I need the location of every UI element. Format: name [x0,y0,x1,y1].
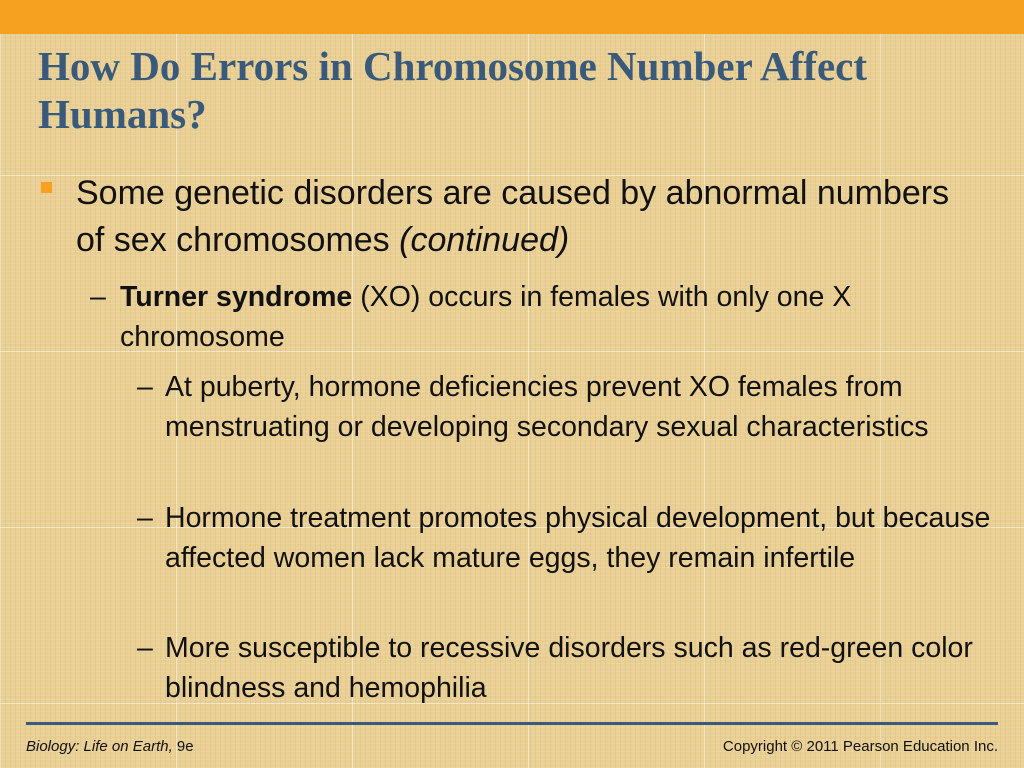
bullet-level1-text: Some genetic disorders are caused by abnormal numbers of sex chromosomes [76,174,950,259]
bullet-level3-text: More susceptible to recessive disorders such as red-green color blindness and hemophilia [165,632,973,704]
turner-syndrome-term: Turner syndrome [120,281,353,313]
dash-marker: – [137,371,153,403]
slide-title: How Do Errors in Chromosome Number Affect Humans? [38,43,868,137]
bullet-level3 [137,628,995,708]
top-accent-bar [0,0,1024,34]
bullet-level3 [137,367,995,447]
footer-copyright: Copyright © 2011 Pearson Education Inc. [722,738,998,755]
dash-marker: – [90,281,106,313]
dash-marker: – [137,632,153,664]
footer-book-credit [26,738,194,755]
square-bullet-icon [41,182,52,193]
book-edition: 9e [172,738,194,755]
bullet-level3-text: Hormone treatment promotes physical development, but because affected women lack mature eggs, they remain infertile [165,502,991,574]
footer-divider [26,722,998,725]
dash-marker: – [137,502,153,534]
bullet-level2-text: (XO) occurs in females with only one X chromosome [120,281,852,353]
book-title: Biology: Life on Earth, [26,738,173,755]
bullet-level1 [76,170,976,264]
bullet-level2 [90,277,1000,357]
bullet-level3-text: At puberty, hormone deficiencies prevent XO females from menstruating or developing secondary sexual characteristics [165,371,929,443]
bullet-level3 [137,498,995,578]
continued-label: (continued) [399,221,570,259]
